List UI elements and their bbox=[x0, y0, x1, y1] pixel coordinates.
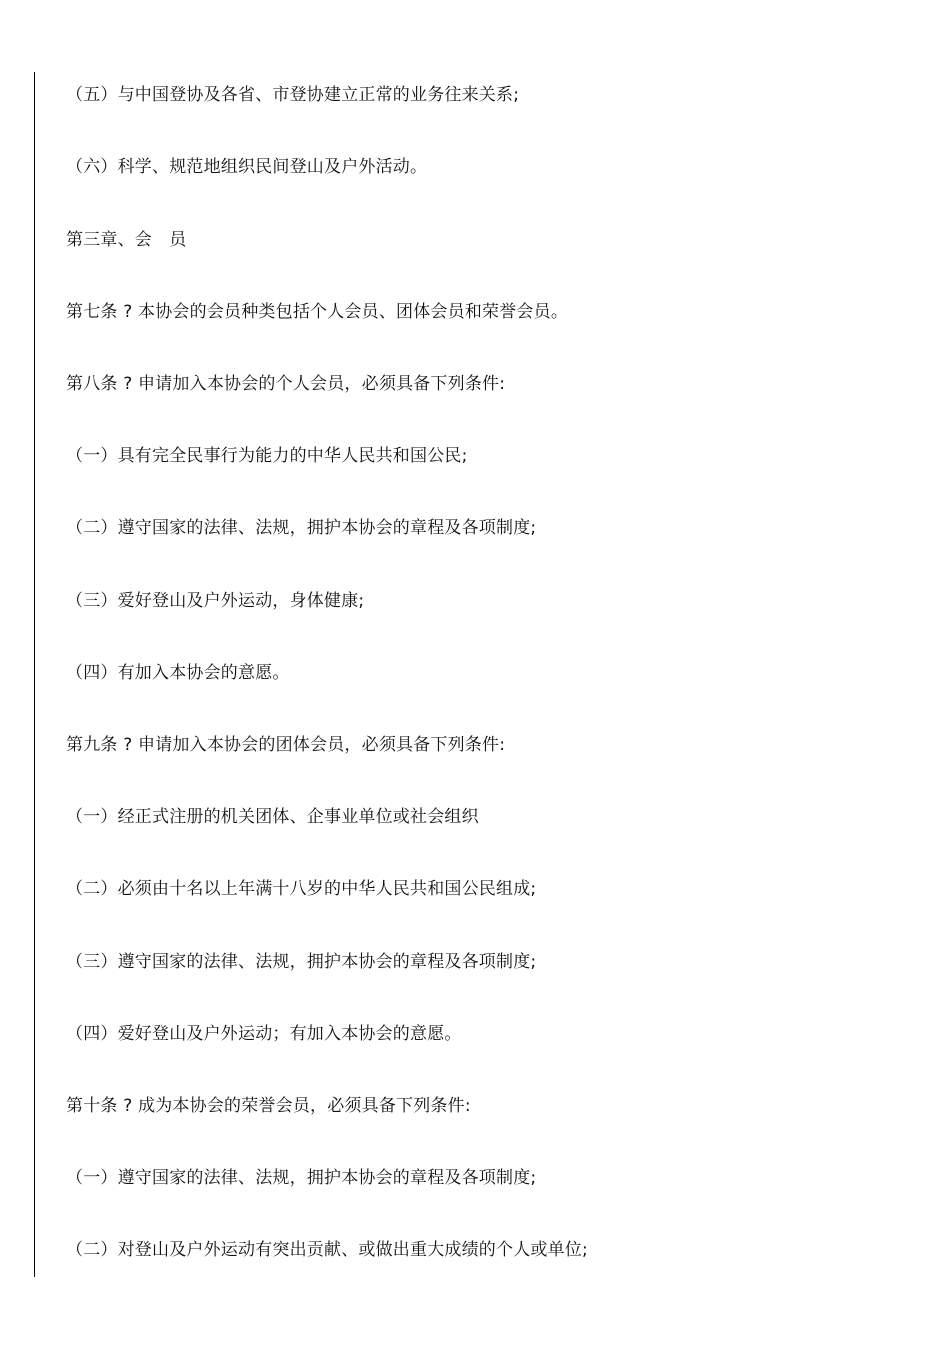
article-7: 第七条 ? 本协会的会员种类包括个人会员、团体会员和荣誉会员。 bbox=[66, 302, 569, 322]
article-8-item-2: （二）遵守国家的法律、法规，拥护本协会的章程及各项制度; bbox=[66, 518, 537, 538]
article-8-item-4: （四）有加入本协会的意愿。 bbox=[66, 663, 290, 683]
left-margin-rule bbox=[34, 72, 35, 1277]
article-10: 第十条 ? 成为本协会的荣誉会员，必须具备下列条件: bbox=[66, 1096, 471, 1116]
article-10-item-1: （一）遵守国家的法律、法规，拥护本协会的章程及各项制度; bbox=[66, 1168, 537, 1188]
article-8-item-1: （一）具有完全民事行为能力的中华人民共和国公民; bbox=[66, 446, 468, 466]
article-9-item-4: （四）爱好登山及户外运动；有加入本协会的意愿。 bbox=[66, 1024, 462, 1044]
article-9-item-1: （一）经正式注册的机关团体、企事业单位或社会组织 bbox=[66, 807, 479, 827]
chapter-heading: 第三章、会 员 bbox=[66, 230, 187, 250]
article-9: 第九条 ? 申请加入本协会的团体会员，必须具备下列条件: bbox=[66, 735, 506, 755]
article-9-item-2: （二）必须由十名以上年满十八岁的中华人民共和国公民组成; bbox=[66, 879, 537, 899]
article-9-item-3: （三）遵守国家的法律、法规，拥护本协会的章程及各项制度; bbox=[66, 952, 537, 972]
clause-item-5: （五）与中国登协及各省、市登协建立正常的业务往来关系; bbox=[66, 85, 520, 105]
clause-item-6: （六）科学、规范地组织民间登山及户外活动。 bbox=[66, 157, 428, 177]
article-8: 第八条 ? 申请加入本协会的个人会员，必须具备下列条件: bbox=[66, 374, 506, 394]
article-10-item-2: （二）对登山及户外运动有突出贡献、或做出重大成绩的个人或单位; bbox=[66, 1240, 588, 1260]
article-8-item-3: （三）爱好登山及户外运动，身体健康; bbox=[66, 591, 365, 611]
